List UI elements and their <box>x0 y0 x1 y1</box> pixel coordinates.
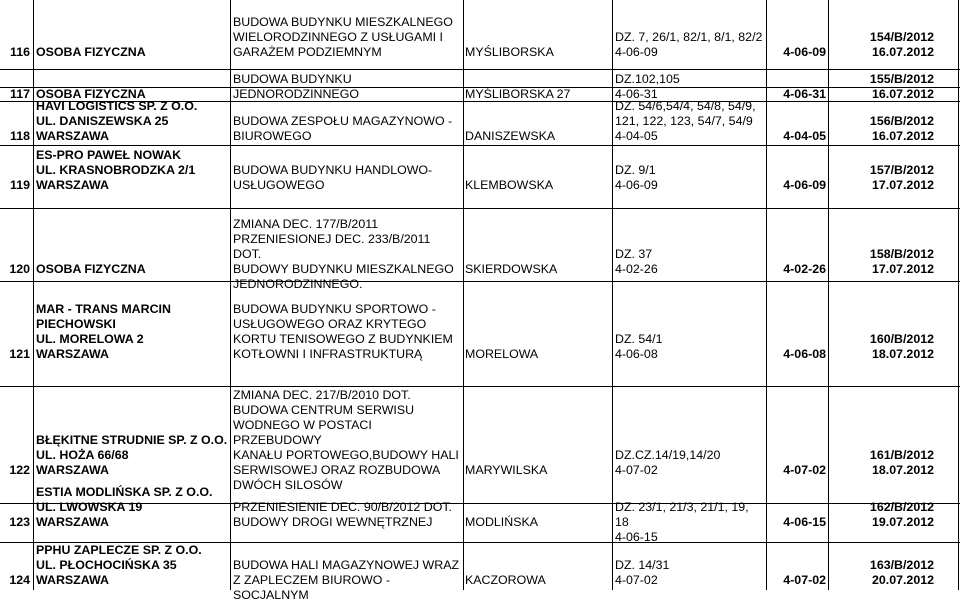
cell-applicant: PPHU ZAPLECZE SP. Z O.O. UL. PŁOCHOCIŃSKA 35 WARSZAWA <box>36 543 202 587</box>
cell-plot: DZ. 54/1 4-06-08 <box>615 332 663 361</box>
cell-num: 117 <box>10 87 30 101</box>
column-divider <box>612 0 613 590</box>
cell-num: 120 <box>9 262 30 276</box>
cell-location: SKIERDOWSKA <box>465 262 558 276</box>
cell-num: 121 <box>9 347 30 361</box>
column-divider <box>463 0 464 590</box>
cell-plot: DZ.CZ.14/19,14/20 4-07-02 <box>615 448 721 477</box>
cell-plot: DZ. 23/1, 21/3, 21/1, 19, 18 4-06-15 <box>615 500 749 544</box>
cell-precinct: 4-04-05 <box>783 129 826 143</box>
cell-num: 124 <box>9 573 30 587</box>
column-divider <box>958 0 959 590</box>
cell-precinct: 4-07-02 <box>783 463 826 477</box>
cell-location: KACZOROWA <box>465 573 546 587</box>
column-divider <box>766 0 767 590</box>
row-divider <box>0 208 960 209</box>
cell-plot: DZ. 54/6,54/4, 54/8, 54/9, 121, 122, 123, 54/7, 54/9 4-04-05 <box>615 99 756 143</box>
cell-description: BUDOWA BUDYNKU MIESZKALNEGO WIELORODZINNEGO Z USŁUGAMI I GARAŻEM PODZIEMNYM <box>233 15 453 59</box>
cell-precinct: 4-06-15 <box>783 515 826 529</box>
cell-applicant: OSOBA FIZYCZNA <box>36 45 146 59</box>
cell-location: MARYWILSKA <box>465 463 548 477</box>
cell-precinct: 4-06-09 <box>783 178 826 192</box>
cell-location: MODLIŃSKA <box>465 515 538 529</box>
column-divider <box>828 0 829 590</box>
cell-location: MYŚLIBORSKA <box>465 45 554 59</box>
cell-decision: 157/B/2012 17.07.2012 <box>869 163 934 192</box>
cell-description: BUDOWA BUDYNKU SPORTOWO - USŁUGOWEGO ORAZ KRYTEGO KORTU TENISOWEGO Z BUDYNKIEM KOTŁOWNI I INFRASTRUKTURĄ <box>233 302 453 361</box>
row-divider <box>0 386 960 387</box>
cell-description: BUDOWA ZESPOŁU MAGAZYNOWO - BIUROWEGO <box>233 114 453 143</box>
cell-precinct: 4-02-26 <box>783 262 826 276</box>
cell-decision: 161/B/2012 18.07.2012 <box>869 448 934 477</box>
cell-plot: DZ. 7, 26/1, 82/1, 8/1, 82/2 4-06-09 <box>615 30 763 59</box>
cell-description: BUDOWA BUDYNKU HANDLOWO- USŁUGOWEGO <box>233 163 433 192</box>
cell-location: MORELOWA <box>465 347 539 361</box>
cell-applicant: ES-PRO PAWEŁ NOWAK UL. KRASNOBRODZKA 2/1 WARSZAWA <box>36 148 196 192</box>
cell-plot: DZ. 37 4-02-26 <box>615 247 658 276</box>
cell-plot: DZ. 9/1 4-06-09 <box>615 163 658 192</box>
cell-precinct: 4-07-02 <box>783 573 826 587</box>
cell-num: 116 <box>10 45 30 59</box>
cell-precinct: 4-06-08 <box>783 347 826 361</box>
cell-num: 123 <box>9 515 30 529</box>
cell-decision: 154/B/2012 16.07.2012 <box>869 30 934 59</box>
column-divider <box>33 0 34 590</box>
cell-applicant: HAVI LOGISTICS SP. Z O.O. UL. DANISZEWSKA 25 WARSZAWA <box>36 99 198 143</box>
cell-description: BUDOWA BUDYNKU JEDNORODZINNEGO <box>233 72 359 101</box>
cell-precinct: 4-06-09 <box>783 45 826 59</box>
cell-decision: 158/B/2012 17.07.2012 <box>869 247 934 276</box>
cell-description: ZMIANA DEC. 177/B/2011 PRZENIESIONEJ DEC. 233/B/2011 DOT. BUDOWY BUDYNKU MIESZKALNEGO JEDNORODZINNEGO. <box>233 217 454 291</box>
cell-location: MYŚLIBORSKA 27 <box>465 87 571 101</box>
cell-num: 119 <box>10 178 30 192</box>
cell-description: ZMIANA DEC. 217/B/2010 DOT. BUDOWA CENTRUM SERWISU WODNEGO W POSTACI PRZEBUDOWY KANAŁU PORTOWEGO,BUDOWY HALI SERWISOWEJ ORAZ ROZBUDOWA DWÓCH SILOSÓW <box>233 388 459 492</box>
row-divider <box>0 281 960 282</box>
cell-decision: 162/B/2012 19.07.2012 <box>869 500 934 529</box>
row-divider <box>0 69 960 70</box>
cell-num: 122 <box>9 463 30 477</box>
cell-decision: 163/B/2012 20.07.2012 <box>869 558 934 587</box>
row-divider <box>0 145 960 146</box>
cell-plot: DZ.102,105 4-06-31 <box>615 72 680 101</box>
cell-precinct: 4-06-31 <box>783 87 826 101</box>
cell-location: KLEMBOWSKA <box>465 178 554 192</box>
cell-applicant: OSOBA FIZYCZNA <box>36 87 146 101</box>
cell-applicant: OSOBA FIZYCZNA <box>36 262 146 276</box>
cell-applicant: BŁĘKITNE STRUDNIE SP. Z O.O. UL. HOŻA 66/68 WARSZAWA <box>36 433 228 477</box>
cell-applicant: MAR - TRANS MARCIN PIECHOWSKI UL. MORELOWA 2 WARSZAWA <box>36 302 171 361</box>
cell-decision: 155/B/2012 16.07.2012 <box>869 72 934 101</box>
cell-description: BUDOWA HALI MAGAZYNOWEJ WRAZ Z ZAPLECZEM BIUROWO -SOCJALNYM <box>233 558 460 602</box>
cell-plot: DZ. 14/31 4-07-02 <box>615 558 670 587</box>
cell-decision: 160/B/2012 18.07.2012 <box>869 332 934 361</box>
cell-description: PRZENIESIENIE DEC. 90/B/2012 DOT. BUDOWY DROGI WEWNĘTRZNEJ <box>233 500 452 529</box>
cell-applicant: ESTIA MODLIŃSKA SP. Z O.O. UL. LWOWSKA 19 WARSZAWA <box>36 485 213 529</box>
cell-location: DANISZEWSKA <box>465 129 556 143</box>
cell-decision: 156/B/2012 16.07.2012 <box>869 114 934 143</box>
column-divider <box>230 0 231 590</box>
cell-num: 118 <box>10 129 30 143</box>
